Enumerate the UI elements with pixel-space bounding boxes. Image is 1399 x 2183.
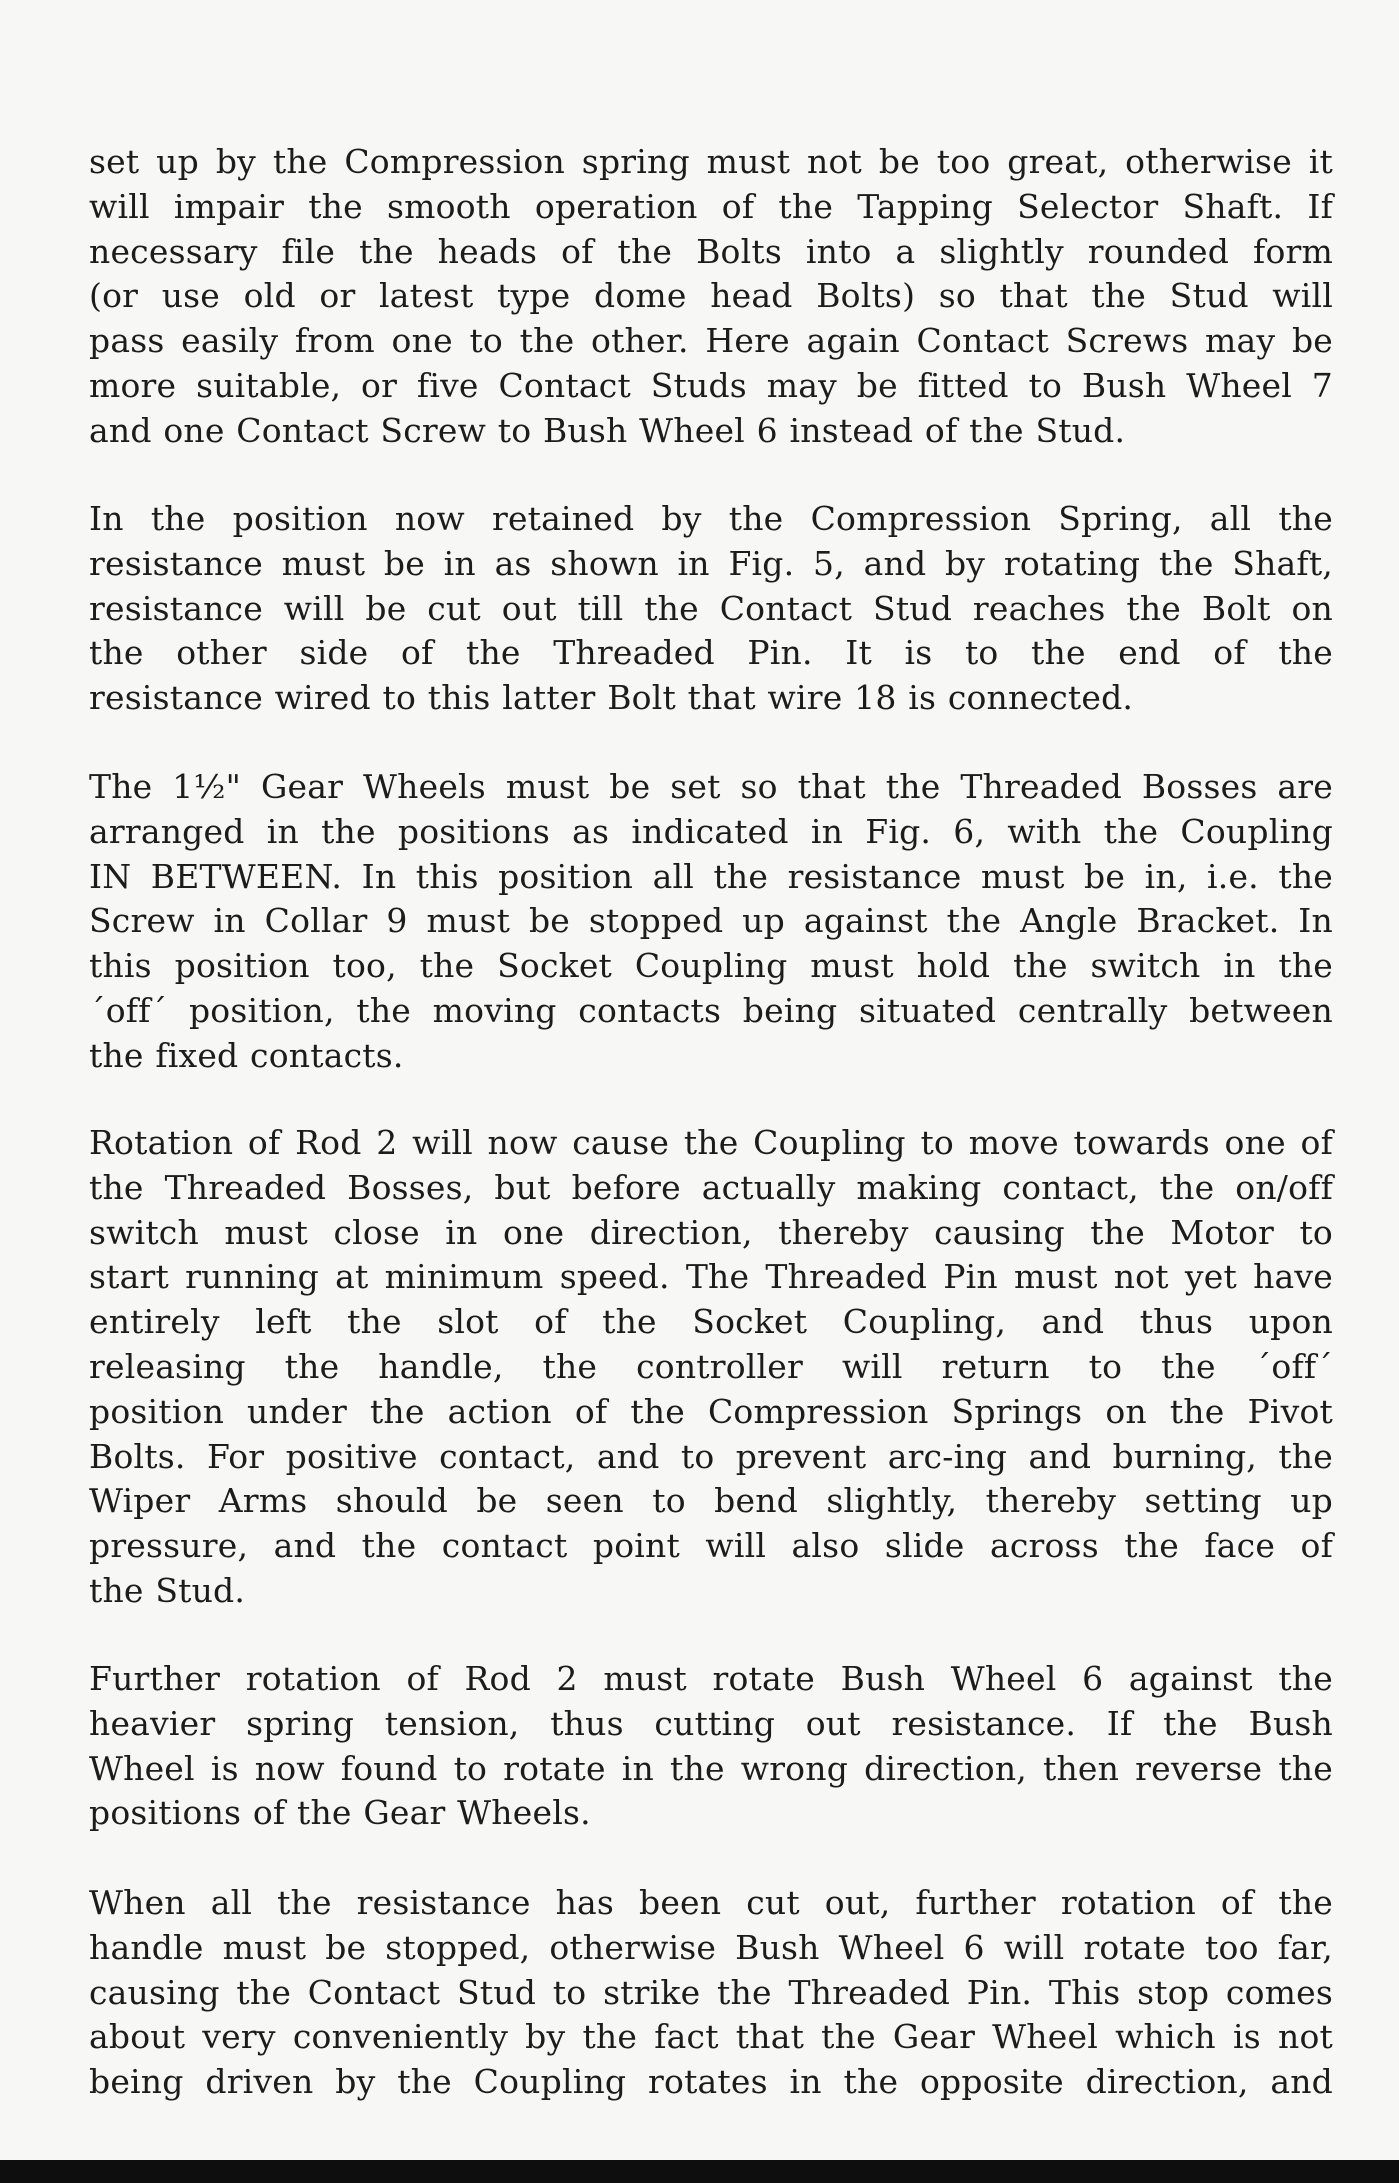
text-line: start running at minimum speed. The Threaded Pin must not yet have (89, 1257, 1333, 1297)
text-line: the Threaded Bosses, but before actually making contact, the on/off (89, 1167, 1333, 1207)
text-line: Rotation of Rod 2 will now cause the Coupling to move towards one of (89, 1123, 1333, 1162)
text-line: Wiper Arms should be seen to bend slightly, thereby setting up (89, 1481, 1333, 1521)
text-line: ´off´ position, the moving contacts being situated centrally between (89, 990, 1333, 1030)
page-bottom-edge (0, 2160, 1399, 2183)
paragraph-6 (89, 1881, 1333, 2105)
text-line: When all the resistance has been cut out, further rotation of the (89, 1883, 1333, 1922)
text-line: In the position now retained by the Compression Spring, all the (89, 499, 1333, 538)
text-line: about very conveniently by the fact that the Gear Wheel which is not (89, 2017, 1333, 2057)
paragraph-4 (89, 1121, 1333, 1614)
text-line: will impair the smooth operation of the Tapping Selector Shaft. If (89, 186, 1333, 226)
text-line: arranged in the positions as indicated in Fig. 6, with the Coupling (89, 811, 1333, 851)
text-line: Screw in Collar 9 must be stopped up against the Angle Bracket. In (89, 901, 1333, 941)
text-line: more suitable, or five Contact Studs may be fitted to Bush Wheel 7 (89, 365, 1333, 405)
text-line: necessary file the heads of the Bolts into a slightly rounded form (89, 231, 1333, 271)
text-line: heavier spring tension, thus cutting out resistance. If the Bush (89, 1703, 1333, 1743)
text-line: the Stud. (89, 1570, 246, 1610)
text-line: Bolts. For positive contact, and to prevent arc-ing and burning, the (89, 1436, 1333, 1476)
text-line: and one Contact Screw to Bush Wheel 6 instead of the Stud. (89, 410, 1126, 450)
paragraph-2 (89, 497, 1333, 721)
text-line: handle must be stopped, otherwise Bush Wheel 6 will rotate too far, (89, 1927, 1333, 1967)
text-line: resistance must be in as shown in Fig. 5, and by rotating the Shaft, (89, 543, 1333, 583)
text-line: set up by the Compression spring must not be too great, otherwise it (89, 142, 1333, 181)
paragraph-1 (89, 140, 1333, 454)
text-line: resistance will be cut out till the Contact Stud reaches the Bolt on (89, 588, 1333, 628)
text-line: position under the action of the Compression Springs on the Pivot (89, 1391, 1333, 1431)
text-line: IN BETWEEN. In this position all the resistance must be in, i.e. the (89, 856, 1333, 896)
text-line: causing the Contact Stud to strike the Threaded Pin. This stop comes (89, 1972, 1333, 2012)
text-line: pass easily from one to the other. Here again Contact Screws may be (89, 321, 1333, 361)
text-line: Further rotation of Rod 2 must rotate Bush Wheel 6 against the (89, 1659, 1333, 1698)
text-line: Wheel is now found to rotate in the wrong direction, then reverse the (89, 1748, 1333, 1788)
text-line: being driven by the Coupling rotates in the opposite direction, and (89, 2062, 1333, 2102)
text-line: the other side of the Threaded Pin. It is to the end of the (89, 633, 1333, 673)
text-line: the fixed contacts. (89, 1035, 404, 1075)
text-line: (or use old or latest type dome head Bolts) so that the Stud will (89, 276, 1333, 316)
text-line: switch must close in one direction, thereby causing the Motor to (89, 1212, 1333, 1252)
text-line: entirely left the slot of the Socket Coupling, and thus upon (89, 1302, 1333, 1342)
text-line: releasing the handle, the controller will return to the ´off´ (89, 1346, 1333, 1386)
paragraph-5 (89, 1657, 1333, 1836)
text-line: this position too, the Socket Coupling must hold the switch in the (89, 946, 1333, 986)
text-line: resistance wired to this latter Bolt that wire 18 is connected. (89, 678, 1134, 718)
text-line: positions of the Gear Wheels. (89, 1793, 591, 1833)
paragraph-3 (89, 765, 1333, 1079)
text-line: pressure, and the contact point will also slide across the face of (89, 1526, 1333, 1566)
text-line: The 1½" Gear Wheels must be set so that the Threaded Bosses are (89, 767, 1333, 806)
